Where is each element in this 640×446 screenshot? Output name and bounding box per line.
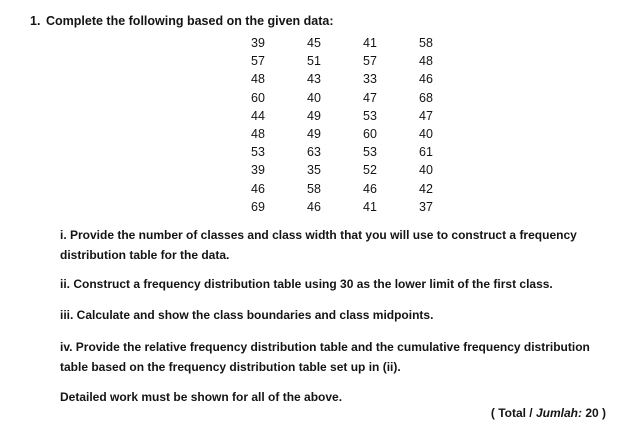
data-cell: 48: [251, 127, 265, 142]
data-cell: 46: [363, 181, 377, 196]
data-cell: 39: [251, 163, 265, 178]
data-cell: 49: [307, 108, 321, 123]
data-cell: 52: [363, 163, 377, 178]
data-row: [230, 52, 454, 70]
data-cell: 33: [363, 72, 377, 87]
part-iii-text: iii. Calculate and show the class boundaries and class midpoints.: [60, 308, 434, 322]
total-value: 20 ): [581, 406, 606, 420]
total-marks: [491, 406, 606, 420]
data-cell: 42: [419, 181, 433, 196]
question-number: 1.: [30, 14, 41, 28]
data-cell: 53: [251, 145, 265, 160]
data-cell: 48: [251, 72, 265, 87]
part-iv-text: iv. Provide the relative frequency distribution table and the cumulative frequency distribution table based on the frequency distribution table set up in (ii).: [60, 340, 590, 374]
data-cell: 37: [419, 199, 433, 214]
data-cell: 40: [419, 163, 433, 178]
data-cell: 46: [419, 72, 433, 87]
data-row: [230, 70, 454, 88]
data-cell: 48: [419, 54, 433, 69]
data-cell: 58: [307, 181, 321, 196]
data-cell: 60: [251, 90, 265, 105]
data-cell: 43: [307, 72, 321, 87]
data-cell: 58: [419, 36, 433, 51]
data-cell: 61: [419, 145, 433, 160]
data-cell: 39: [251, 36, 265, 51]
data-row: [230, 198, 454, 216]
data-cell: 63: [307, 145, 321, 160]
data-cell: 47: [419, 108, 433, 123]
data-cell: 57: [251, 54, 265, 69]
data-cell: 46: [307, 199, 321, 214]
data-row: [230, 180, 454, 198]
data-row: [230, 89, 454, 107]
data-cell: 40: [307, 90, 321, 105]
question-heading: [30, 14, 334, 28]
data-cell: 49: [307, 127, 321, 142]
data-table: [230, 34, 454, 216]
data-row: [230, 125, 454, 143]
data-row: [230, 143, 454, 161]
data-cell: 57: [363, 54, 377, 69]
data-cell: 53: [363, 108, 377, 123]
data-row: [230, 107, 454, 125]
total-label: ( Total /: [490, 406, 536, 420]
total-label-malay: Jumlah:: [535, 406, 582, 420]
data-cell: 47: [363, 90, 377, 105]
data-table-body: [230, 34, 454, 216]
data-cell: 69: [251, 199, 265, 214]
data-cell: 40: [419, 127, 433, 142]
data-row: [230, 161, 454, 179]
data-cell: 44: [251, 108, 265, 123]
question-heading-text: Complete the following based on the given data:: [46, 14, 334, 28]
part-ii-text: ii. Construct a frequency distribution table using 30 as the lower limit of the first class.: [60, 277, 553, 291]
data-cell: 41: [363, 36, 377, 51]
data-cell: 60: [363, 127, 377, 142]
data-cell: 41: [363, 199, 377, 214]
data-cell: 51: [307, 54, 321, 69]
data-cell: 68: [419, 90, 433, 105]
data-cell: 46: [251, 181, 265, 196]
data-row: [230, 34, 454, 52]
data-cell: 45: [307, 36, 321, 51]
data-cell: 53: [363, 145, 377, 160]
instruction-note: Detailed work must be shown for all of the above.: [60, 390, 343, 404]
part-i-text: i. Provide the number of classes and class width that you will use to construct a frequency distribution table for the data.: [60, 228, 577, 262]
data-cell: 35: [307, 163, 321, 178]
